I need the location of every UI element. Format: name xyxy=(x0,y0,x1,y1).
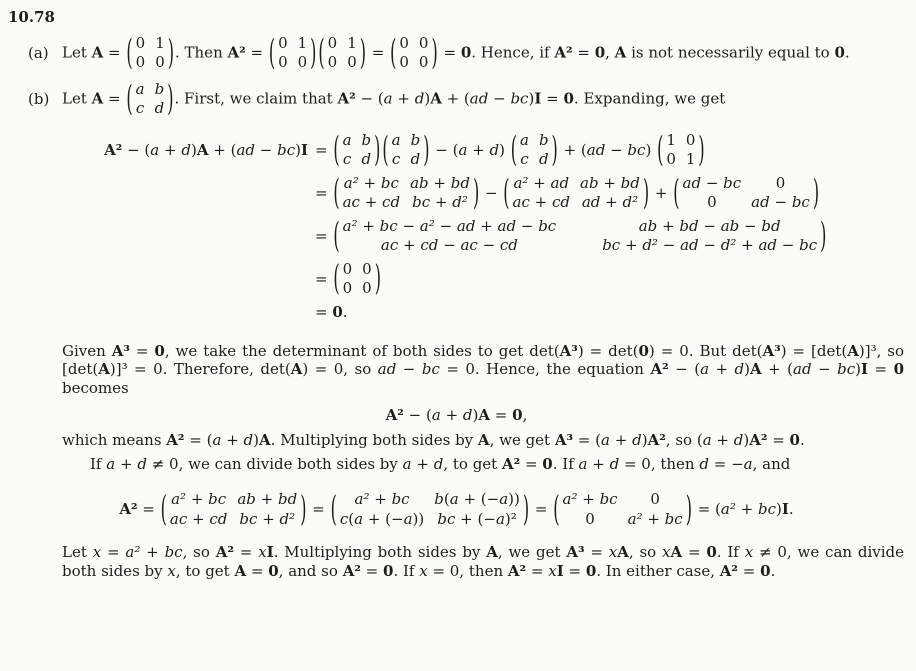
matrix-right-paren: ) xyxy=(423,128,430,170)
matrix-cell: 0 xyxy=(362,279,372,298)
derivation-row-5 xyxy=(96,303,905,322)
matrix-grid xyxy=(513,174,640,213)
matrix-cell: bc + d² − ad − d² + ad − bc xyxy=(602,236,818,255)
matrix-right-paren: ) xyxy=(522,488,530,529)
matrix-cell: a xyxy=(391,130,401,149)
text-run: Let A = xyxy=(62,43,126,62)
matrix-cell: a² + bc xyxy=(354,490,410,508)
matrix-left-paren: ( xyxy=(673,171,680,213)
matrix-cell: 0 xyxy=(278,53,288,72)
matrix-grid xyxy=(392,131,421,170)
text-run: = xyxy=(367,43,390,62)
part-a-text xyxy=(62,31,905,73)
equals-sign: = xyxy=(315,140,333,159)
matrix-diagonal xyxy=(553,490,692,529)
matrix-left-paren: ( xyxy=(333,257,340,299)
part-a-label: (a) xyxy=(28,43,49,62)
matrix-left-paren: ( xyxy=(503,171,510,213)
matrix-left-paren: ( xyxy=(268,31,276,73)
matrix-cell: a² + bc − a² − ad + ad − bc xyxy=(342,216,557,235)
matrix-cell: b xyxy=(538,130,549,149)
derivation-row-1 xyxy=(96,128,905,170)
matrix-left-paren: ( xyxy=(330,488,337,529)
equals-sign: = xyxy=(315,226,333,245)
matrix-cell: a xyxy=(342,130,352,149)
matrix-cell: 0 xyxy=(707,193,717,212)
matrix-grid xyxy=(170,490,297,529)
part-b-label: (b) xyxy=(28,89,50,108)
matrix-left-paren: ( xyxy=(657,128,664,170)
matrix-cell: ac + cd − ac − cd xyxy=(380,236,518,255)
matrix-grid xyxy=(563,490,683,529)
matrix-cell: ad − bc xyxy=(751,193,810,212)
derivation-block xyxy=(96,128,905,322)
matrix-cell: 0 xyxy=(399,33,409,52)
derivation-row-3 xyxy=(96,214,905,256)
matrix-cell: 0 xyxy=(775,173,786,192)
matrix-grid xyxy=(328,34,357,73)
matrix-cell: c xyxy=(391,150,401,169)
matrix-cell: 1 xyxy=(685,150,696,169)
matrix-abcd xyxy=(510,128,558,170)
matrix-cell: ac + cd xyxy=(169,509,228,528)
matrix-cell: a² + bc xyxy=(343,173,399,192)
text-run: . First, we claim that A² − (a + d)A + (ad − bc)I = 0. Expanding, we get xyxy=(174,89,726,108)
matrix-cell: c xyxy=(520,150,529,169)
matrix-cell: 0 xyxy=(135,53,146,72)
matrix-cell: c(a + (−a)) xyxy=(339,509,425,528)
text-run: A² = xyxy=(119,500,160,519)
matrix-abcd xyxy=(333,128,381,170)
text-run: Let A = xyxy=(62,89,126,108)
matrix-cell: 1 xyxy=(297,33,308,52)
matrix-left-paren: ( xyxy=(160,488,167,529)
matrix-cell: b xyxy=(410,130,421,149)
matrix-right-paren: ) xyxy=(300,488,307,529)
text-run: + xyxy=(650,183,673,202)
matrix-expanded xyxy=(503,171,650,213)
matrix-zero-one xyxy=(268,31,317,73)
text-run: − (a + d) xyxy=(430,140,510,159)
text-run: + (ad − bc) xyxy=(558,140,657,159)
matrix-left-paren: ( xyxy=(126,31,133,73)
matrix-cell: 0 xyxy=(342,279,353,298)
matrix-cell: 0 xyxy=(418,53,429,72)
equation-rhs xyxy=(315,257,382,299)
final-derivation xyxy=(8,490,905,529)
matrix-left-paren: ( xyxy=(390,31,397,73)
matrix-grid xyxy=(340,490,520,529)
matrix-cell: 1 xyxy=(155,33,165,52)
matrix-cell: 0 xyxy=(685,130,696,149)
matrix-cell: ab + bd xyxy=(410,173,470,192)
matrix-grid xyxy=(343,131,372,170)
matrix-cell: a² + bc xyxy=(171,490,227,508)
matrix-cell: 0 xyxy=(342,259,353,278)
matrix-left-paren: ( xyxy=(126,77,133,119)
equals-sign: = xyxy=(307,500,330,519)
derivation-row-4 xyxy=(96,257,905,299)
matrix-zero-one xyxy=(126,31,174,73)
matrix-left-paren: ( xyxy=(382,128,389,170)
equation-rhs xyxy=(315,171,820,213)
matrix-determinant xyxy=(673,171,820,213)
equation-rhs xyxy=(315,214,827,256)
matrix-cell: d xyxy=(154,99,165,118)
equation-rhs xyxy=(315,128,706,170)
matrix-left-paren: ( xyxy=(333,214,340,256)
equals-sign: = xyxy=(530,500,553,519)
matrix-cell: c xyxy=(135,99,145,118)
matrix-right-paren: ) xyxy=(820,214,827,256)
matrix-cell: 0 xyxy=(278,33,288,52)
matrix-zeros xyxy=(333,257,381,299)
matrix-cell: b(a + (−a)) xyxy=(434,490,520,508)
matrix-squared xyxy=(161,490,307,529)
matrix-abcd xyxy=(126,77,174,119)
matrix-zero-one xyxy=(318,31,367,73)
matrix-cell: a² + bc xyxy=(562,490,618,508)
paragraph-if-case: If a + d ≠ 0, we can divide both sides by a + d, to get A² = 0. If a + d = 0, then d = −a, and xyxy=(90,455,791,474)
matrix-cell: 0 xyxy=(327,53,338,72)
matrix-right-paren: ) xyxy=(359,31,367,73)
matrix-cell: 0 xyxy=(585,509,595,528)
matrix-grid xyxy=(520,131,549,170)
problem-number: 10.78 xyxy=(8,8,55,26)
matrix-cell: 0 xyxy=(399,53,409,72)
part-a xyxy=(28,31,905,73)
matrix-cell: 1 xyxy=(666,130,676,149)
matrix-right-paren: ) xyxy=(167,31,174,73)
matrix-grid xyxy=(343,217,818,256)
matrix-cell: 0 xyxy=(418,33,429,52)
text-run: = (a² + bc)I. xyxy=(692,500,794,519)
matrix-right-paren: ) xyxy=(431,31,438,73)
matrix-cell: 0 xyxy=(155,53,165,72)
matrix-cell: 0 xyxy=(650,490,660,508)
matrix-cell: d xyxy=(538,150,549,169)
matrix-cell: 0 xyxy=(666,150,676,169)
matrix-right-paren: ) xyxy=(642,171,650,213)
matrix-left-paren: ( xyxy=(553,488,560,529)
matrix-cell: a² + ad xyxy=(513,173,570,192)
text-run: = 0. xyxy=(315,302,348,321)
part-b xyxy=(28,77,905,119)
matrix-grid xyxy=(683,174,810,213)
matrix-left-paren: ( xyxy=(510,128,517,170)
paragraph-conclusion: Let x = a² + bc, so A² = xI. Multiplying both sides by A, we get A³ = xA, so xA = 0. If x ≠ 0, we can divide both sides by x, to get A = 0, and so A² = 0. If x = 0, then A² = xI = 0. In either case, A² = 0. xyxy=(62,543,905,580)
equation-lhs: A² − ( a + d ) A + ( ad − bc ) I xyxy=(104,140,308,159)
matrix-cell: 0 xyxy=(135,33,146,52)
matrix-zeros xyxy=(390,31,438,73)
matrix-cell: ac + cd xyxy=(512,193,571,212)
matrix-cell: 0 xyxy=(327,33,338,52)
matrix-cell: ab + bd xyxy=(237,490,298,508)
matrix-right-paren: ) xyxy=(685,488,692,529)
matrix-right-paren: ) xyxy=(374,128,381,170)
equals-sign: = xyxy=(315,269,333,288)
matrix-cell: ac + cd xyxy=(342,193,401,212)
matrix-grid xyxy=(343,174,470,213)
matrix-identity xyxy=(657,128,705,170)
matrix-cell: d xyxy=(361,150,372,169)
matrix-cell: ad + d² xyxy=(581,193,639,212)
equation-rhs xyxy=(315,303,348,322)
matrix-cell: bc + d² xyxy=(239,509,296,528)
matrix-cell: 0 xyxy=(347,53,357,72)
matrix-grid xyxy=(399,34,428,73)
part-b-text xyxy=(62,77,905,119)
matrix-cell: b xyxy=(154,79,165,98)
matrix-cell: ad − bc xyxy=(682,173,742,192)
matrix-right-paren: ) xyxy=(698,128,705,170)
matrix-cell: b xyxy=(361,130,372,149)
text-run: = 0. Hence, if A² = 0, A is not necessarily equal to 0. xyxy=(438,43,850,62)
derivation-row-2 xyxy=(96,171,905,213)
matrix-cell: a xyxy=(135,79,145,98)
matrix-cell: a xyxy=(519,130,529,149)
matrix-left-paren: ( xyxy=(318,31,325,73)
matrix-right-paren: ) xyxy=(812,171,820,213)
matrix-cell: bc + d² xyxy=(412,193,468,212)
matrix-right-paren: ) xyxy=(551,128,558,170)
matrix-right-paren: ) xyxy=(167,77,174,119)
matrix-cell: ab + bd xyxy=(580,173,640,192)
matrix-cell: 0 xyxy=(362,259,372,278)
matrix-right-paren: ) xyxy=(310,31,317,73)
matrix-grid xyxy=(136,80,165,119)
matrix-grid xyxy=(343,260,372,299)
matrix-grid xyxy=(666,131,695,170)
matrix-cell: bc + (−a)² xyxy=(437,509,517,528)
matrix-cell: d xyxy=(410,150,421,169)
matrix-cell: ab + bd − ab − bd xyxy=(638,216,781,235)
text-run: . Then A² = xyxy=(174,43,268,62)
text-run: − xyxy=(480,183,503,202)
matrix-right-paren: ) xyxy=(374,257,381,299)
matrix-cell: a² + bc xyxy=(627,509,683,528)
paragraph-which-means: which means A² = (a + d)A. Multiplying both sides by A, we get A³ = (a + d)A², so (a + d)A² = 0. xyxy=(62,430,805,449)
matrix-abcd xyxy=(382,128,430,170)
matrix-cancellation xyxy=(333,214,827,256)
paragraph-given: Given A³ = 0, we take the determinant of both sides to get det(A³) = det(0) = 0. But det(A³) = [det(A)]³, so [det(A)]³ = 0. Therefore, det(A) = 0, so ad − bc = 0. Hence, the equation A² − (a + d)A + (ad − bc)I = 0 becomes xyxy=(62,341,905,397)
equals-sign: = xyxy=(315,183,333,202)
matrix-left-paren: ( xyxy=(333,128,340,170)
matrix-left-paren: ( xyxy=(333,171,340,213)
matrix-squared xyxy=(333,171,480,213)
matrix-cell: 0 xyxy=(297,53,308,72)
matrix-substituted xyxy=(331,490,530,529)
equation-becomes: A² − (a + d)A = 0, xyxy=(385,405,528,424)
matrix-cell: c xyxy=(342,150,352,169)
matrix-right-paren: ) xyxy=(472,171,480,213)
matrix-grid xyxy=(136,34,165,73)
matrix-cell: 1 xyxy=(347,33,357,52)
matrix-grid xyxy=(278,34,307,73)
